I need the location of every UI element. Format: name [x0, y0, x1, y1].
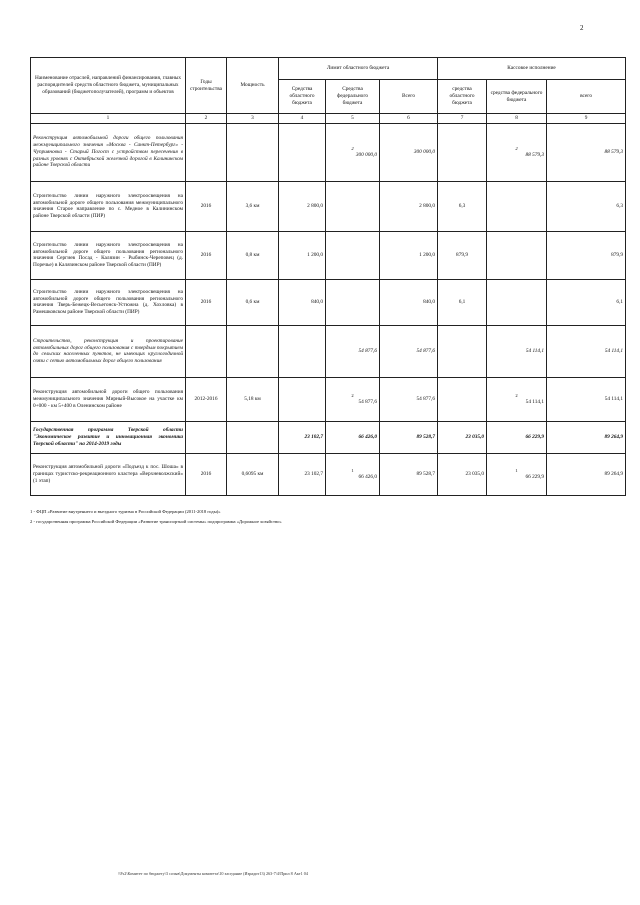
- row-limit-total: 89 528,7: [380, 421, 438, 453]
- row-cash-regional: [438, 123, 487, 181]
- row-years: 2016: [186, 231, 227, 279]
- col-number: 7: [438, 114, 487, 124]
- row-capacity: [227, 421, 279, 453]
- row-limit-federal-value: 300 000,0: [355, 151, 377, 158]
- header-limit-regional: Средства областного бюджета: [279, 80, 326, 114]
- row-years: 2012-2016: [186, 377, 227, 421]
- header-cash-federal: средства федерального бюджета: [487, 80, 547, 114]
- row-capacity: 5,18 км: [227, 377, 279, 421]
- header-limit-total: Всего: [380, 80, 438, 114]
- row-cash-regional: [438, 377, 487, 421]
- row-capacity: 0,6095 км: [227, 453, 279, 495]
- row-limit-regional: 23 102,7: [279, 453, 326, 495]
- row-limit-total: 300 000,0: [380, 123, 438, 181]
- table-body: [31, 123, 626, 495]
- footnote-ref: 2: [351, 145, 354, 151]
- row-cash-federal: [487, 181, 547, 231]
- row-capacity: 0,6 км: [227, 279, 279, 325]
- table-row: [31, 421, 626, 453]
- row-limit-regional: 1 200,0: [279, 231, 326, 279]
- row-limit-regional: [279, 123, 326, 181]
- row-cash-regional: 6,3: [438, 181, 487, 231]
- header-capacity: Мощность: [227, 58, 279, 114]
- row-limit-regional: 2 800,0: [279, 181, 326, 231]
- header-limit-federal: Средства федерального бюджета: [326, 80, 380, 114]
- row-years: 2016: [186, 453, 227, 495]
- row-cash-total: 89 264,9: [547, 421, 626, 453]
- table-row: [31, 181, 626, 231]
- footnote-ref: 2: [351, 392, 354, 398]
- footnote-1: 1 - ФЦП «Развитие внутреннего и въездного туризма в Российской Федерации (2011-2018 годы)»: [30, 509, 221, 514]
- row-years: [186, 123, 227, 181]
- row-limit-federal-value: 66 426,0: [358, 433, 377, 440]
- row-cash-federal-value: 88 579,3: [525, 151, 545, 158]
- footnote-ref: 2: [515, 145, 518, 151]
- table-row: [31, 231, 626, 279]
- col-number: 1: [31, 114, 186, 124]
- col-number: 8: [487, 114, 547, 124]
- row-capacity: [227, 325, 279, 377]
- row-name: Строительство линии наружного электроосвещения на автомобильной дороге общего пользования межмуниципального значения Старое направление по с. Медное в Калининском районе Тверской области (ПИР): [31, 181, 186, 231]
- page-number: 2: [580, 24, 584, 32]
- col-number: 3: [227, 114, 279, 124]
- row-cash-federal-value: 66 229,9: [525, 473, 545, 480]
- row-cash-federal: [487, 453, 547, 495]
- row-limit-federal: [326, 325, 380, 377]
- header-name: Наименование отраслей, направлений финансирования, главных распорядителей средств областного бюджета, муниципальных образований (бюджетополучателей), программ и объектов: [31, 58, 186, 114]
- table-header: [31, 58, 626, 124]
- row-limit-federal: [326, 279, 380, 325]
- row-limit-federal-value: 66 426,0: [358, 473, 377, 480]
- row-cash-total: 88 579,3: [547, 123, 626, 181]
- row-limit-federal: [326, 421, 380, 453]
- row-capacity: 0,8 км: [227, 231, 279, 279]
- row-limit-regional: 840,0: [279, 279, 326, 325]
- row-cash-federal: [487, 123, 547, 181]
- row-cash-federal: [487, 231, 547, 279]
- row-limit-total: 2 800,0: [380, 181, 438, 231]
- row-limit-total: 54 877,6: [380, 377, 438, 421]
- row-limit-total: 89 528,7: [380, 453, 438, 495]
- row-name: Строительство линии наружного электроосвещения на автомобильной дороге общего пользования регионального значения Тверь-Бежецк-Весьегонск-Устюжна (д. Хохловка) в Рамешковском районе Тверской области (ПИР): [31, 279, 186, 325]
- row-limit-regional: 23 102,7: [279, 421, 326, 453]
- header-years: Годы строительства: [186, 58, 227, 114]
- col-number: 4: [279, 114, 326, 124]
- row-capacity: [227, 123, 279, 181]
- row-limit-federal: [326, 453, 380, 495]
- row-limit-total: 1 200,0: [380, 231, 438, 279]
- file-path-footer: \\Fs2\Комитет по бюджету\3 созыв\Документы комитета\10 заседание (Израдит13) 263-7\4\Прил 8 Акт1 04: [118, 871, 308, 876]
- row-cash-total: 6,1: [547, 279, 626, 325]
- row-cash-total: 879,9: [547, 231, 626, 279]
- row-name: Реконструкция автомобильной дороги общего пользования межмуниципального значения Мирный-Высокое на участке км 0+000 - км 5+400 в Оленинском районе: [31, 377, 186, 421]
- row-cash-total: 54 114,1: [547, 377, 626, 421]
- row-limit-federal: [326, 231, 380, 279]
- header-limit-group: Лимит областного бюджета: [279, 58, 438, 80]
- row-name: Реконструкция автомобильной дороги «Подъезд к пос. Шоша» в границах туристско-рекреационного кластера «Верхневолжский» (1 этап): [31, 453, 186, 495]
- row-name: Государственная программа Тверской области "Экономическое развитие и инновационная экономика Тверской области" на 2014-2019 годы: [31, 421, 186, 453]
- row-limit-federal: [326, 377, 380, 421]
- table-row: [31, 123, 626, 181]
- row-cash-federal-value: 54 114,1: [525, 398, 545, 405]
- footnote-ref: 2: [515, 392, 518, 398]
- header-cash-group: Кассовое исполнение: [438, 58, 626, 80]
- row-cash-federal: [487, 377, 547, 421]
- row-cash-regional: 6,1: [438, 279, 487, 325]
- row-cash-total: 89 264,9: [547, 453, 626, 495]
- row-cash-regional: 23 035,0: [438, 421, 487, 453]
- row-cash-federal: [487, 279, 547, 325]
- footnote-ref: 1: [351, 467, 354, 473]
- row-cash-regional: 879,9: [438, 231, 487, 279]
- table-row: [31, 377, 626, 421]
- table-row: [31, 279, 626, 325]
- footnotes: [30, 509, 282, 528]
- col-number: 6: [380, 114, 438, 124]
- row-cash-total: 54 114,1: [547, 325, 626, 377]
- row-cash-federal: [487, 325, 547, 377]
- row-cash-federal-value: 54 114,1: [525, 347, 545, 354]
- row-limit-federal: [326, 123, 380, 181]
- row-name: Реконструкция автомобильной дороги общего пользования межмуниципального значения «Москва - Санкт-Петербург» - Чуприяновка - Старый Погост с устройством пересечения в разных уровнях с Октябрьской железной дорогой в Калининском районе Тверской области: [31, 123, 186, 181]
- table-row: [31, 453, 626, 495]
- row-limit-total: 54 877,6: [380, 325, 438, 377]
- row-name: Строительство линии наружного электроосвещения на автомобильной дороге общего пользования регионального значения Сергиев Посад - Калязин - Рыбинск-Череповец (д. Поречье) в Калязинском районе Тверской области (ПИР): [31, 231, 186, 279]
- table-row: [31, 325, 626, 377]
- row-limit-federal-value: 54 877,6: [358, 347, 377, 354]
- footnote-ref: 1: [515, 467, 518, 473]
- row-years: 2016: [186, 181, 227, 231]
- row-cash-regional: 23 035,0: [438, 453, 487, 495]
- row-cash-regional: [438, 325, 487, 377]
- row-years: [186, 325, 227, 377]
- row-limit-regional: [279, 377, 326, 421]
- row-cash-federal-value: 66 229,9: [525, 433, 545, 440]
- col-number: 5: [326, 114, 380, 124]
- row-limit-total: 840,0: [380, 279, 438, 325]
- row-cash-total: 6,3: [547, 181, 626, 231]
- col-number: 9: [547, 114, 626, 124]
- row-limit-federal-value: 54 877,6: [358, 398, 377, 405]
- col-number: 2: [186, 114, 227, 124]
- row-years: 2016: [186, 279, 227, 325]
- row-cash-federal: [487, 421, 547, 453]
- row-limit-regional: [279, 325, 326, 377]
- row-name: Строительство, реконструкция и проектирование автомобильных дорог общего пользования с твердым покрытием до сельских населенных пунктов, не имеющих круглогодичной связи с сетью автомобильных дорог общего пользования: [31, 325, 186, 377]
- budget-table: [30, 57, 626, 496]
- footnote-2: 2 - государственная программа Российской Федерации «Развитие транспортной системы» подпрограмма «Дорожное хозяйство»: [30, 518, 282, 524]
- row-years: [186, 421, 227, 453]
- row-capacity: 3,6 км: [227, 181, 279, 231]
- header-cash-regional: средства областного бюджета: [438, 80, 487, 114]
- row-limit-federal: [326, 181, 380, 231]
- header-cash-total: всего: [547, 80, 626, 114]
